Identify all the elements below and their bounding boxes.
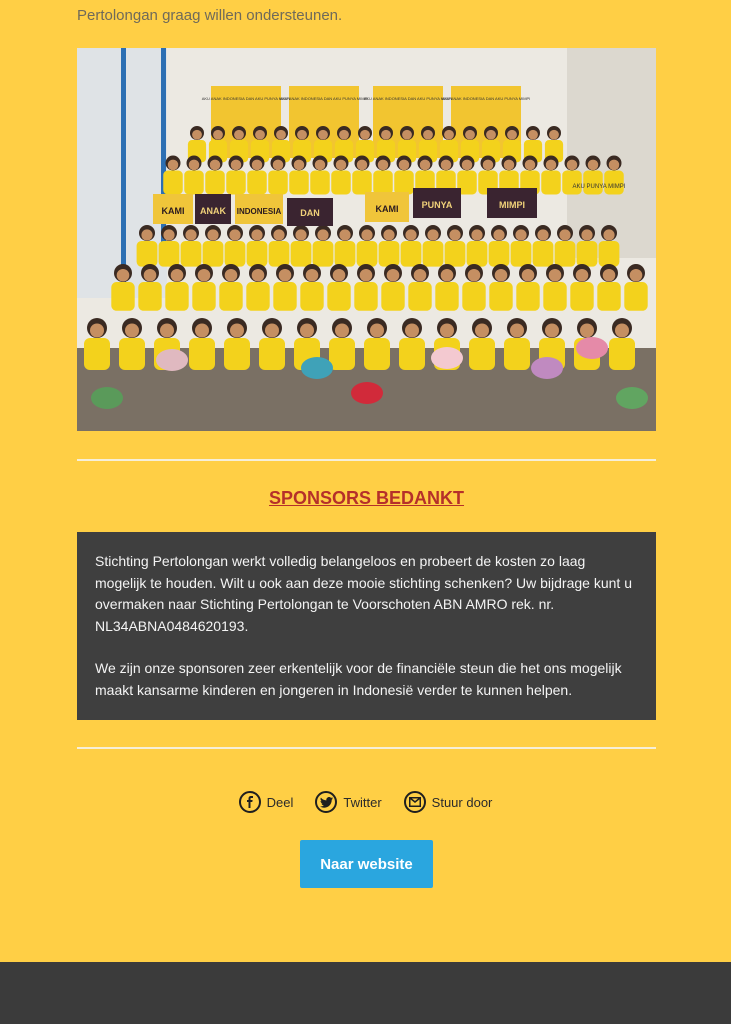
divider-top — [77, 459, 656, 461]
website-button[interactable]: Naar website — [300, 840, 433, 888]
intro-text: Pertolongan graag willen ondersteunen. — [77, 7, 343, 24]
share-facebook-label: Deel — [266, 794, 294, 810]
sign-text: MIMPI — [499, 200, 525, 210]
mail-icon — [404, 791, 426, 813]
share-twitter[interactable] — [315, 791, 381, 813]
sponsors-paragraph-2: We zijn onze sponsoren zeer erkentelijk voor de financiële steun die het ons mogelijk maakt kansarme kinderen en jongeren in Indonesië verder te kunnen helpen. — [95, 660, 622, 698]
group-photo — [77, 48, 656, 431]
banner-text: AKU ANAK INDONESIA DAN AKU PUNYA MIMPI — [441, 96, 531, 101]
banner-text: AKU ANAK INDONESIA DAN AKU PUNYA MIMPI — [279, 96, 369, 101]
share-twitter-label: Twitter — [343, 794, 382, 810]
sign-text: KAMI — [161, 206, 185, 216]
share-email-label: Stuur door — [431, 794, 493, 810]
facebook-icon — [239, 791, 261, 813]
sign-text: DAN — [300, 208, 320, 218]
footer — [0, 962, 731, 1024]
share-bar — [0, 791, 731, 813]
sign-text: ANAK — [200, 206, 226, 216]
sponsors-box — [77, 532, 656, 720]
shirt-text: AKU PUNYA MIMPI — [572, 184, 626, 190]
sign-text: KAMI — [375, 204, 399, 214]
divider-bottom — [77, 747, 656, 749]
banner-text: AKU ANAK INDONESIA DAN AKU PUNYA MIMPI — [363, 96, 453, 101]
share-facebook[interactable] — [239, 791, 294, 813]
banner-text: AKU ANAK INDONESIA DAN AKU PUNYA MIMPI — [201, 96, 291, 101]
sponsors-heading[interactable]: SPONSORS BEDANKT — [268, 488, 465, 508]
share-email[interactable] — [404, 791, 493, 813]
sign-text: INDONESIA — [236, 207, 282, 216]
twitter-icon — [315, 791, 337, 813]
sponsors-paragraph-1: Stichting Pertolongan werkt volledig belangeloos en probeert de kosten zo laag mogelijk te houden. Wilt u ook aan deze mooie stichting schenken? Uw bijdrage kunt u overmaken naar Stichting Pertolongan te Voorschoten ABN AMRO rek. nr. NL34ABNA0484620193. — [95, 553, 632, 634]
sign-text: PUNYA — [421, 200, 453, 210]
